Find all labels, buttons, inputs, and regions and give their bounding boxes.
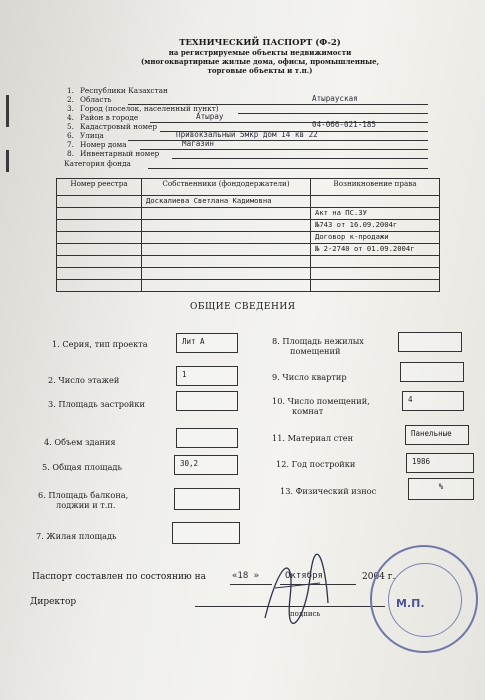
field-house-number: 7. Номер дома (67, 140, 127, 149)
field-street: 6. Улица (67, 131, 104, 140)
field-cadastral: 5. Кадастровый номер (67, 122, 158, 131)
col-right-origin: Возникновение права (311, 179, 440, 196)
col-owners: Собственники (фондодержатели) (142, 179, 311, 196)
label-wear: 13. Физический износ (280, 486, 377, 496)
field-fund-category: Категория фонда (64, 159, 131, 168)
right-line: Акт на ПС.ЗУ (311, 208, 440, 220)
registry-table (56, 178, 440, 292)
label-total-area: 5. Общая площадь (42, 462, 122, 472)
field-republic: 1. Республики Казахстан (67, 86, 168, 95)
label-wall-material: 11. Материал стен (272, 433, 354, 443)
table-row (57, 208, 440, 220)
value-build-year: 1986 (406, 453, 474, 473)
field-inventory: 8. Инвентарный номер (67, 149, 160, 158)
field-region-value: Атырауская (312, 94, 358, 103)
table-row (57, 256, 440, 268)
field-district: 4. Район в городе (67, 113, 139, 122)
title-line: ТЕХНИЧЕСКИЙ ПАСПОРТ (Ф-2) (179, 38, 341, 48)
subtitle-line: (многоквартирные жилые дома, офисы, промышленные, (140, 57, 380, 66)
compiled-as-of-text: Паспорт составлен по состоянию на (32, 572, 206, 582)
table-row (57, 268, 440, 280)
label-nonresidential-area: 8. Площадь нежилых помещений (272, 336, 364, 356)
label-floors: 2. Число этажей (48, 375, 120, 385)
director-label: Директор (30, 597, 77, 607)
table-row (57, 220, 440, 232)
label-built-area: 3. Площадь застройки (48, 399, 145, 409)
table-row (57, 280, 440, 292)
field-district-value: Атырау (196, 112, 224, 121)
value-volume (176, 428, 238, 448)
subtitle-line: на регистрируемые объекты недвижимости (168, 48, 352, 57)
value-total-area: 30,2 (174, 455, 238, 475)
subtitle-line: торговые объекты и т.п.) (207, 66, 313, 75)
label-living-area: 7. Жилая площадь (36, 531, 117, 541)
col-registry-number: Номер реестра (57, 179, 142, 196)
field-region: 2. Область (67, 95, 112, 104)
table-row (57, 244, 440, 256)
table-row (57, 232, 440, 244)
table-row (57, 196, 440, 208)
value-wall-material: Панельные (405, 425, 469, 445)
signature-caption: подпись (290, 610, 321, 618)
table-header-row (57, 179, 440, 196)
value-floors: 1 (176, 366, 238, 386)
value-apartments (400, 362, 464, 382)
binding-mark (6, 150, 9, 172)
document-title (95, 38, 425, 75)
official-stamp (370, 545, 478, 653)
right-line: №743 от 16.09.2004г (311, 220, 440, 232)
label-volume: 4. Объем здания (44, 437, 116, 447)
stamp-label: М.П. (396, 597, 425, 610)
field-house-number-value: Магазин (182, 139, 215, 148)
field-street-value: Привокзальный 5мкр дом 14 кв 22 (176, 130, 318, 139)
field-city: 3. Город (поселок, населенный пункт) (67, 104, 219, 113)
value-project-series: Лит А (176, 333, 238, 353)
label-apartments: 9. Число квартир (272, 372, 347, 382)
field-cadastral-value: 04-066-021-185 (312, 120, 377, 129)
compiled-month: Октября (285, 571, 323, 581)
value-balcony-area (174, 488, 240, 510)
label-build-year: 12. Год постройки (276, 459, 356, 469)
label-rooms: 10. Число помещений, комнат (272, 396, 370, 416)
general-info-heading: ОБЩИЕ СВЕДЕНИЯ (190, 302, 296, 312)
owner-name: Доскалиева Светлана Кадимовна (142, 196, 311, 208)
right-line: Договор к-продажи (311, 232, 440, 244)
value-rooms: 4 (402, 391, 464, 411)
compiled-year: 2004 г. (362, 572, 396, 582)
binding-mark (6, 95, 9, 127)
value-wear: % (408, 478, 474, 500)
signature-scribble (250, 548, 340, 628)
value-nonresidential-area (398, 332, 462, 352)
label-balcony-area: 6. Площадь балкона, лоджии и т.п. (38, 490, 129, 510)
right-line: № 2-2740 от 01.09.2004г (311, 244, 440, 256)
value-built-area (176, 391, 238, 411)
value-living-area (172, 522, 240, 544)
compiled-day: «18 » (232, 571, 260, 581)
label-project-series: 1. Серия, тип проекта (52, 339, 148, 349)
